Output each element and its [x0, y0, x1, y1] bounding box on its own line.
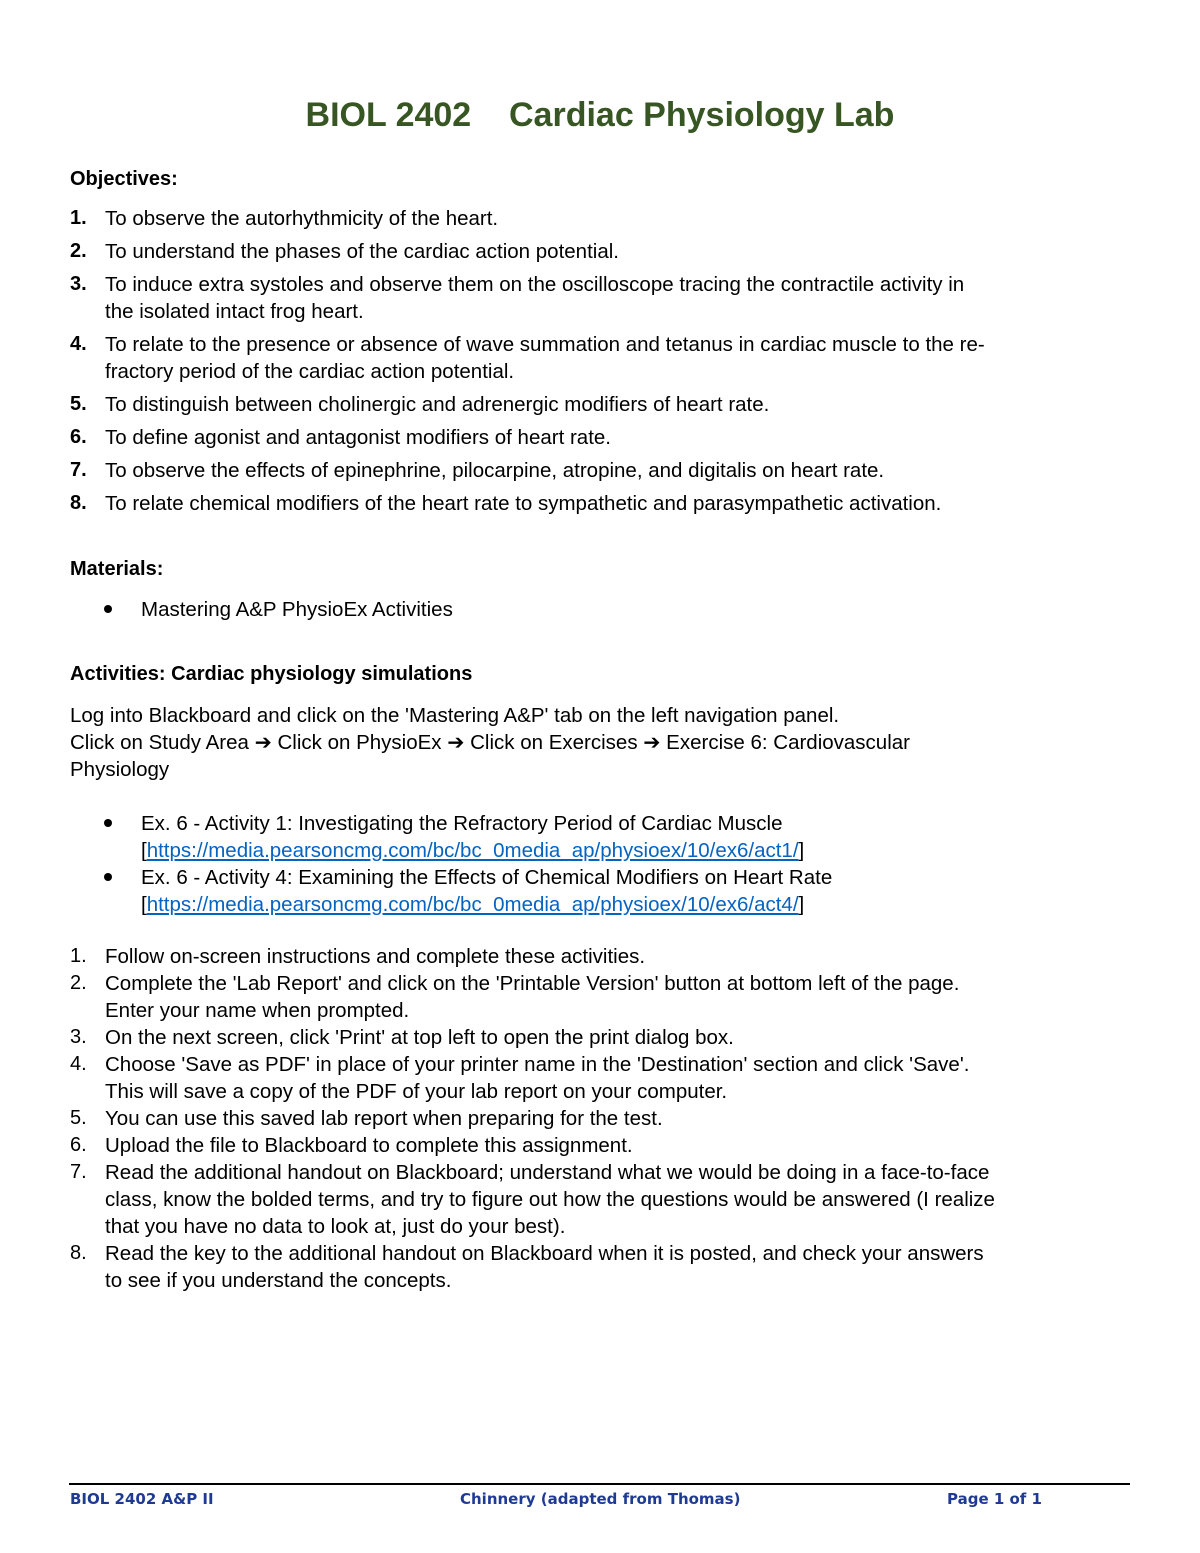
- step-number: 3.: [70, 1026, 87, 1048]
- path-step-physioex: Click on PhysioEx: [271, 731, 448, 754]
- activity-1-label: Ex. 6 - Activity 1: Investigating the Refractory Period of Cardiac Muscle: [141, 812, 783, 835]
- objective-text: To relate to the presence or absence of wave summation and tetanus in cardiac muscle to the re-: [105, 333, 985, 356]
- navigation-path: [70, 729, 910, 756]
- footer-author: Chinnery (adapted from Thomas): [460, 1490, 741, 1508]
- step-number: 2.: [70, 972, 87, 994]
- path-step-exercise-6: Exercise 6: Cardiovascular: [660, 731, 910, 754]
- step-text: Upload the file to Blackboard to complete this assignment.: [105, 1134, 633, 1157]
- objective-text: the isolated intact frog heart.: [105, 300, 364, 323]
- footer-course: BIOL 2402 A&P II: [70, 1490, 214, 1508]
- step-number: 1.: [70, 945, 87, 967]
- activities-heading: Activities: Cardiac physiology simulations: [70, 663, 473, 685]
- step-number: 7.: [70, 1161, 87, 1183]
- objective-text: To observe the autorhythmicity of the heart.: [105, 207, 499, 230]
- objective-number: 8.: [70, 492, 87, 514]
- objective-text: fractory period of the cardiac action potential.: [105, 360, 515, 383]
- objective-text: To observe the effects of epinephrine, pilocarpine, atropine, and digitalis on heart rate.: [105, 459, 885, 482]
- objective-number: 6.: [70, 426, 87, 448]
- step-text: class, know the bolded terms, and try to figure out how the questions would be answered (I realize: [105, 1188, 995, 1211]
- materials-item: Mastering A&P PhysioEx Activities: [141, 598, 453, 621]
- objective-number: 2.: [70, 240, 87, 262]
- objective-number: 7.: [70, 459, 87, 481]
- step-text: to see if you understand the concepts.: [105, 1269, 452, 1292]
- footer-page-number: Page 1 of 1: [947, 1490, 1042, 1508]
- activities-intro: Log into Blackboard and click on the 'Mastering A&P' tab on the left navigation panel.: [70, 704, 840, 727]
- step-text: Choose 'Save as PDF' in place of your printer name in the 'Destination' section and click 'Save'.: [105, 1053, 970, 1076]
- arrow-right-icon: ➔: [643, 731, 661, 754]
- path-step-exercises: Click on Exercises: [464, 731, 644, 754]
- activity-4-link-line: [141, 891, 804, 918]
- page-title: BIOL 2402 Cardiac Physiology Lab: [305, 96, 895, 134]
- path-step-study-area: Click on Study Area: [70, 731, 255, 754]
- step-number: 4.: [70, 1053, 87, 1075]
- activity-4-label: Ex. 6 - Activity 4: Examining the Effects of Chemical Modifiers on Heart Rate: [141, 866, 833, 889]
- bullet-icon: [104, 819, 112, 827]
- activity-4-link[interactable]: https://media.pearsoncmg.com/bc/bc_0media_ap/physioex/10/ex6/act4/: [146, 893, 799, 916]
- bracket-open: [: [141, 893, 147, 916]
- step-text: Follow on-screen instructions and complete these activities.: [105, 945, 646, 968]
- objective-number: 1.: [70, 207, 87, 229]
- objective-text: To induce extra systoles and observe them on the oscilloscope tracing the contractile activity in: [105, 273, 965, 296]
- objective-text: To define agonist and antagonist modifiers of heart rate.: [105, 426, 611, 449]
- objective-number: 3.: [70, 273, 87, 295]
- step-number: 6.: [70, 1134, 87, 1156]
- bracket-open: [: [141, 839, 147, 862]
- activity-1-link[interactable]: https://media.pearsoncmg.com/bc/bc_0media_ap/physioex/10/ex6/act1/: [146, 839, 799, 862]
- objective-text: To relate chemical modifiers of the heart rate to sympathetic and parasympathetic activation.: [105, 492, 942, 515]
- step-text: Complete the 'Lab Report' and click on the 'Printable Version' button at bottom left of the page.: [105, 972, 960, 995]
- bracket-close: ]: [798, 839, 805, 862]
- step-number: 8.: [70, 1242, 87, 1264]
- objective-number: 5.: [70, 393, 87, 415]
- arrow-right-icon: ➔: [447, 731, 465, 754]
- objectives-heading: Objectives:: [70, 168, 178, 190]
- step-text: Read the key to the additional handout on Blackboard when it is posted, and check your answers: [105, 1242, 984, 1265]
- step-text: that you have no data to look at, just do your best).: [105, 1215, 566, 1238]
- objective-text: To distinguish between cholinergic and adrenergic modifiers of heart rate.: [105, 393, 770, 416]
- arrow-right-icon: ➔: [254, 731, 272, 754]
- step-text: On the next screen, click 'Print' at top left to open the print dialog box.: [105, 1026, 734, 1049]
- activity-1-link-line: [141, 837, 804, 864]
- materials-heading: Materials:: [70, 558, 164, 580]
- path-continuation: Physiology: [70, 758, 170, 781]
- footer-divider: [69, 1483, 1130, 1485]
- objective-number: 4.: [70, 333, 87, 355]
- step-text: Enter your name when prompted.: [105, 999, 410, 1022]
- step-text: You can use this saved lab report when preparing for the test.: [105, 1107, 663, 1130]
- bullet-icon: [104, 873, 112, 881]
- step-text: This will save a copy of the PDF of your lab report on your computer.: [105, 1080, 728, 1103]
- step-number: 5.: [70, 1107, 87, 1129]
- objective-text: To understand the phases of the cardiac action potential.: [105, 240, 619, 263]
- bracket-close: ]: [798, 893, 805, 916]
- bullet-icon: [104, 605, 112, 613]
- step-text: Read the additional handout on Blackboard; understand what we would be doing in a face-to-face: [105, 1161, 990, 1184]
